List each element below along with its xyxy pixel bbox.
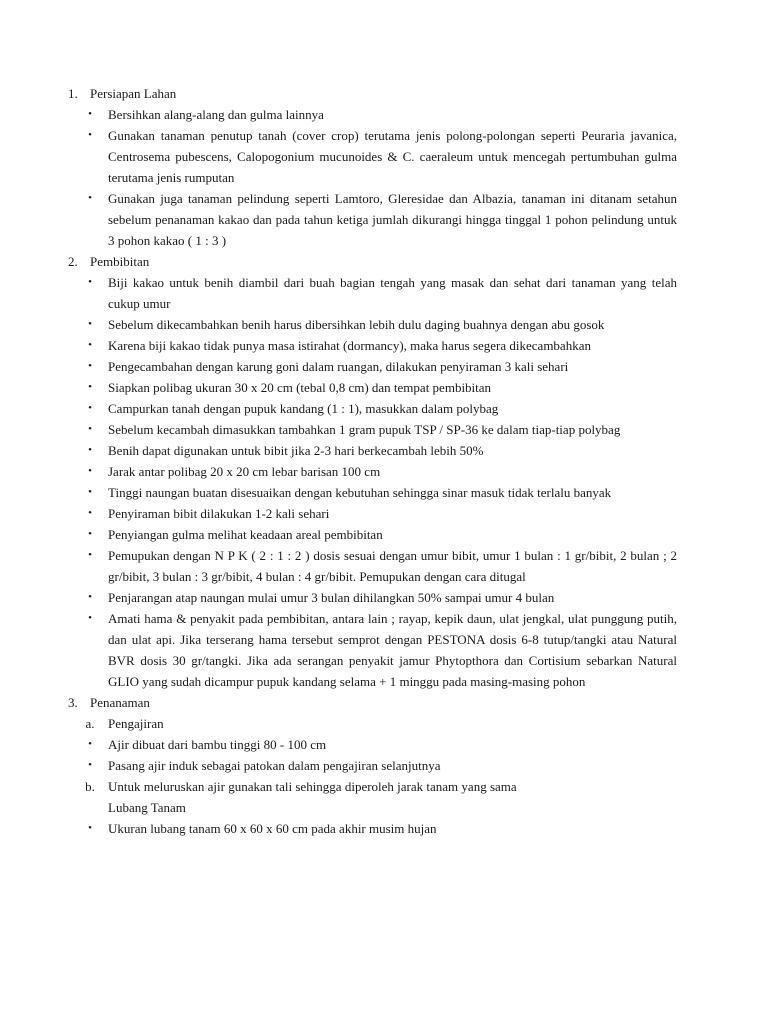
bullet-icon: • xyxy=(88,612,92,624)
letter-marker: a. xyxy=(85,716,95,731)
list-item-text: Amati hama & penyakit pada pembibitan, antara lain ; rayap, kepik daun, ulat jengkal, ulat punggung putih, dan ulat api. Jika terserang hama tersebut semprot dengan PESTONA dosis 6-8 tutup/tangki atau Natural BVR dosis 30 gr/tangki. Jika ada serangan penyakit jamur Phytopthora dan Cortisium sebarkan Natural GLIO yang sudah dicampur pupuk kandang selama + 1 minggu pada masing-masing pohon xyxy=(108,611,677,689)
list-item xyxy=(68,587,677,608)
list-item-text: Jarak antar polibag 20 x 20 cm lebar barisan 100 cm xyxy=(108,464,381,479)
list-item-text: Ukuran lubang tanam 60 x 60 x 60 cm pada akhir musim hujan xyxy=(108,821,437,836)
bullet-icon: • xyxy=(88,444,92,456)
list-item xyxy=(68,419,677,440)
list-item xyxy=(68,713,677,734)
list-item-text xyxy=(108,776,677,818)
bullet-icon: • xyxy=(88,402,92,414)
list-item xyxy=(68,314,677,335)
section-heading xyxy=(68,251,677,272)
list-item-text: Gunakan tanaman penutup tanah (cover crop) terutama jenis polong-polongan seperti Peuraria javanica, Centrosema pubescens, Calopogonium mucunoides & C. caeraleum untuk mencegah pertumbuhan gulma terutama jenis rumputan xyxy=(108,128,677,185)
list-item xyxy=(68,104,677,125)
bullet-icon: • xyxy=(88,192,92,204)
bullet-icon: • xyxy=(88,108,92,120)
list-item xyxy=(68,776,677,818)
letter-marker: b. xyxy=(85,779,95,794)
list-item xyxy=(68,125,677,188)
list-item-text: Sebelum dikecambahkan benih harus dibersihkan lebih dulu daging buahnya dengan abu gosok xyxy=(108,317,605,332)
list-item xyxy=(68,272,677,314)
bullet-list xyxy=(68,713,677,839)
list-item xyxy=(68,335,677,356)
list-item-text: Pengajiran xyxy=(108,716,164,731)
bullet-icon: • xyxy=(88,129,92,141)
list-item-text: Ajir dibuat dari bambu tinggi 80 - 100 cm xyxy=(108,737,327,752)
section-persiapan-lahan xyxy=(68,83,677,251)
list-item xyxy=(68,818,677,839)
bullet-icon: • xyxy=(88,465,92,477)
bullet-icon: • xyxy=(88,528,92,540)
list-item-text: Benih dapat digunakan untuk bibit jika 2-3 hari berkecambah lebih 50% xyxy=(108,443,484,458)
list-item xyxy=(68,524,677,545)
bullet-icon: • xyxy=(88,339,92,351)
bullet-icon: • xyxy=(88,423,92,435)
section-penanaman xyxy=(68,692,677,839)
list-item-text: Pemupukan dengan N P K ( 2 : 1 : 2 ) dosis sesuai dengan umur bibit, umur 1 bulan : 1 gr/bibit, 2 bulan ; 2 gr/bibit, 3 bulan : 3 gr/bibit, 4 bulan : 4 gr/bibit. Pemupukan dengan cara ditugal xyxy=(108,548,677,584)
section-title: Persiapan Lahan xyxy=(90,86,177,101)
bullet-list xyxy=(68,104,677,251)
bullet-icon: • xyxy=(88,381,92,393)
list-item-text: Penyiraman bibit dilakukan 1-2 kali sehari xyxy=(108,506,330,521)
list-item-text: Penjarangan atap naungan mulai umur 3 bulan dihilangkan 50% sampai umur 4 bulan xyxy=(108,590,555,605)
list-item-text: Biji kakao untuk benih diambil dari buah bagian tengah yang masak dan sehat dari tanaman yang telah cukup umur xyxy=(108,275,677,311)
section-heading xyxy=(68,692,677,713)
list-item xyxy=(68,734,677,755)
list-item-text: Campurkan tanah dengan pupuk kandang (1 : 1), masukkan dalam polybag xyxy=(108,401,499,416)
list-item xyxy=(68,461,677,482)
list-item-text: Penyiangan gulma melihat keadaan areal pembibitan xyxy=(108,527,383,542)
bullet-icon: • xyxy=(88,759,92,771)
section-title: Penanaman xyxy=(90,695,150,710)
list-item-text: Pengecambahan dengan karung goni dalam ruangan, dilakukan penyiraman 3 kali sehari xyxy=(108,359,569,374)
list-item-text: Karena biji kakao tidak punya masa istirahat (dormancy), maka harus segera dikecambahkan xyxy=(108,338,591,353)
list-item-text: Pasang ajir induk sebagai patokan dalam pengajiran selanjutnya xyxy=(108,758,441,773)
list-item-text: Bersihkan alang-alang dan gulma lainnya xyxy=(108,107,324,122)
bullet-icon: • xyxy=(88,507,92,519)
bullet-icon: • xyxy=(88,549,92,561)
bullet-icon: • xyxy=(88,738,92,750)
list-item xyxy=(68,503,677,524)
section-number: 3. xyxy=(68,695,78,710)
bullet-icon: • xyxy=(88,276,92,288)
bullet-icon: • xyxy=(88,486,92,498)
list-item-text: Sebelum kecambah dimasukkan tambahkan 1 gram pupuk TSP / SP-36 ke dalam tiap-tiap polybag xyxy=(108,422,621,437)
section-number: 2. xyxy=(68,254,78,269)
list-item xyxy=(68,755,677,776)
list-item xyxy=(68,398,677,419)
bullet-list xyxy=(68,272,677,692)
bullet-icon: • xyxy=(88,360,92,372)
list-item-text: Tinggi naungan buatan disesuaikan dengan kebutuhan sehingga sinar masuk tidak terlalu banyak xyxy=(108,485,612,500)
subheading-lubang-tanam: Lubang Tanam xyxy=(108,800,186,815)
list-item xyxy=(68,545,677,587)
list-item xyxy=(68,188,677,251)
section-number: 1. xyxy=(68,86,78,101)
bullet-icon: • xyxy=(88,822,92,834)
list-item xyxy=(68,356,677,377)
list-item xyxy=(68,482,677,503)
list-item xyxy=(68,377,677,398)
bullet-icon: • xyxy=(88,591,92,603)
list-item-line: Untuk meluruskan ajir gunakan tali sehingga diperoleh jarak tanam yang sama xyxy=(108,779,517,794)
section-title: Pembibitan xyxy=(90,254,150,269)
list-item xyxy=(68,440,677,461)
list-item-text: Gunakan juga tanaman pelindung seperti Lamtoro, Gleresidae dan Albazia, tanaman ini ditanam setahun sebelum penanaman kakao dan pada tahun ketiga jumlah dikurangi hingga tinggal 1 pohon pelindung untuk 3 pohon kakao ( 1 : 3 ) xyxy=(108,191,677,248)
section-pembibitan xyxy=(68,251,677,692)
bullet-icon: • xyxy=(88,318,92,330)
list-item xyxy=(68,608,677,692)
list-item-text: Siapkan polibag ukuran 30 x 20 cm (tebal 0,8 cm) dan tempat pembibitan xyxy=(108,380,492,395)
section-heading xyxy=(68,83,677,104)
